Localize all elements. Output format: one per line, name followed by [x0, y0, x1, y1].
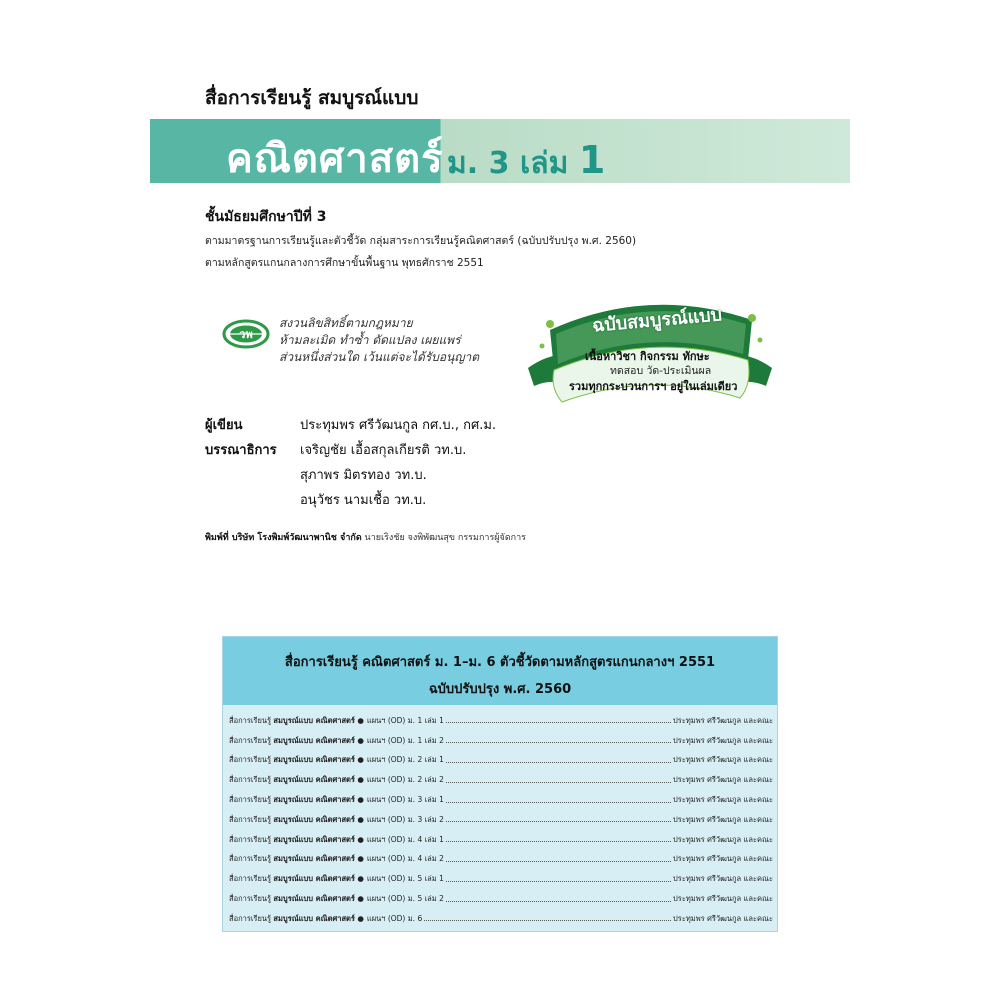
- editor-name: สุภาพร มิตรทอง วท.บ.: [300, 468, 427, 483]
- catalog-box: [222, 636, 778, 932]
- catalog-row-prefix: สื่อการเรียนรู้: [229, 775, 272, 785]
- catalog-row: [229, 711, 773, 731]
- catalog-row-bullet: ●: [357, 913, 364, 923]
- catalog-header: [223, 637, 777, 705]
- title-volume-number: 1: [578, 138, 606, 182]
- catalog-row-item: แผนฯ (OD) ม. 2 เล่ม 1: [366, 755, 444, 765]
- title-grade: ม. 3: [447, 146, 510, 181]
- catalog-row-leader: [446, 742, 671, 743]
- book-grade-volume: [447, 138, 605, 187]
- author-name: ประทุมพร ศรีวัฒนกูล กศ.บ., กศ.ม.: [300, 418, 497, 433]
- catalog-row-series: สมบูรณ์แบบ คณิตศาสตร์: [273, 755, 355, 765]
- catalog-row-lead: [229, 814, 364, 826]
- catalog-row-leader: [446, 901, 671, 902]
- catalog-row: [229, 810, 773, 830]
- catalog-row-author: ประทุมพร ศรีวัฒนกูล และคณะ: [673, 913, 773, 923]
- catalog-row-author: ประทุมพร ศรีวัฒนกูล และคณะ: [673, 735, 773, 745]
- catalog-row-bullet: ●: [357, 775, 364, 785]
- catalog-row: [229, 751, 773, 771]
- catalog-row-bullet: ●: [357, 755, 364, 765]
- catalog-row-lead: [229, 853, 364, 865]
- catalog-row-prefix: สื่อการเรียนรู้: [229, 814, 272, 824]
- catalog-row-series: สมบูรณ์แบบ คณิตศาสตร์: [273, 775, 355, 785]
- catalog-row-prefix: สื่อการเรียนรู้: [229, 913, 272, 923]
- catalog-row-author: ประทุมพร ศรีวัฒนกูล และคณะ: [673, 715, 773, 725]
- catalog-row-author: ประทุมพร ศรีวัฒนกูล และคณะ: [673, 854, 773, 864]
- catalog-row-leader: [446, 861, 671, 862]
- catalog-row-bullet: ●: [357, 834, 364, 844]
- catalog-row-bullet: ●: [357, 894, 364, 904]
- catalog-row-item: แผนฯ (OD) ม. 5 เล่ม 1: [366, 874, 444, 884]
- catalog-row-series: สมบูรณ์แบบ คณิตศาสตร์: [273, 913, 355, 923]
- badge-line-2: ทดสอบ วัด-ประเมินผล: [610, 365, 712, 377]
- author-role: ผู้เขียน: [205, 418, 243, 433]
- catalog-row-series: สมบูรณ์แบบ คณิตศาสตร์: [273, 874, 355, 884]
- catalog-row-prefix: สื่อการเรียนรู้: [229, 715, 272, 725]
- badge-title: ฉบับสมบูรณ์แบบ: [591, 304, 723, 337]
- catalog-row-item: แผนฯ (OD) ม. 3 เล่ม 1: [366, 795, 444, 805]
- catalog-row-lead: [229, 873, 364, 885]
- catalog-row-series: สมบูรณ์แบบ คณิตศาสตร์: [273, 795, 355, 805]
- catalog-row-author: ประทุมพร ศรีวัฒนกูล และคณะ: [673, 834, 773, 844]
- printer-person: นายเริงชัย จงพิพัฒนสุข กรรมการผู้จัดการ: [364, 533, 527, 543]
- catalog-row-bullet: ●: [357, 715, 364, 725]
- catalog-row: [229, 731, 773, 751]
- catalog-row-lead: [229, 794, 364, 806]
- catalog-row-author: ประทุมพร ศรีวัฒนกูล และคณะ: [673, 874, 773, 884]
- publisher-logo-icon: [222, 319, 270, 349]
- catalog-heading-2: ฉบับปรับปรุง พ.ศ. 2560: [428, 682, 572, 697]
- catalog-row-leader: [446, 802, 671, 803]
- catalog-row-bullet: ●: [357, 854, 364, 864]
- catalog-row-item: แผนฯ (OD) ม. 5 เล่ม 2: [366, 894, 444, 904]
- catalog-row: [229, 790, 773, 810]
- catalog-row-series: สมบูรณ์แบบ คณิตศาสตร์: [273, 814, 355, 824]
- catalog-row-item: แผนฯ (OD) ม. 1 เล่ม 1: [366, 715, 444, 725]
- standard-line-1: ตามมาตรฐานการเรียนรู้และตัวชี้วัด กลุ่มสาระการเรียนรู้คณิตศาสตร์ (ฉบับปรับปรุง พ.ศ. 2560): [205, 235, 637, 247]
- catalog-row-lead: [229, 913, 364, 925]
- catalog-row-lead: [229, 834, 364, 846]
- editor-role: บรรณาธิการ: [205, 443, 277, 458]
- catalog-row-item: แผนฯ (OD) ม. 3 เล่ม 2: [366, 814, 444, 824]
- catalog-row-prefix: สื่อการเรียนรู้: [229, 735, 272, 745]
- catalog-row-series: สมบูรณ์แบบ คณิตศาสตร์: [273, 715, 355, 725]
- copyright-line-2: ห้ามละเมิด ทำซ้ำ ดัดแปลง เผยแพร่: [279, 333, 461, 347]
- catalog-row-item: แผนฯ (OD) ม. 4 เล่ม 2: [366, 854, 444, 864]
- catalog-row-leader: [446, 782, 671, 783]
- standard-line-2: ตามหลักสูตรแกนกลางการศึกษาขั้นพื้นฐาน พุทธศักราช 2551: [205, 257, 484, 269]
- copyright-line-3: ส่วนหนึ่งส่วนใด เว้นแต่จะได้รับอนุญาต: [279, 350, 480, 364]
- catalog-row-leader: [446, 881, 671, 882]
- copyright-line-1: สงวนลิขสิทธิ์ตามกฎหมาย: [279, 316, 413, 330]
- catalog-row-prefix: สื่อการเรียนรู้: [229, 874, 272, 884]
- badge-line-3: รวมทุกกระบวนการฯ อยู่ในเล่มเดียว: [569, 380, 738, 393]
- catalog-row: [229, 830, 773, 850]
- catalog-row-author: ประทุมพร ศรีวัฒนกูล และคณะ: [673, 755, 773, 765]
- catalog-row: [229, 869, 773, 889]
- catalog-row: [229, 770, 773, 790]
- catalog-row-prefix: สื่อการเรียนรู้: [229, 834, 272, 844]
- catalog-row-lead: [229, 754, 364, 766]
- catalog-row-leader: [446, 841, 671, 842]
- catalog-row-series: สมบูรณ์แบบ คณิตศาสตร์: [273, 735, 355, 745]
- catalog-row-item: แผนฯ (OD) ม. 2 เล่ม 2: [366, 775, 444, 785]
- publisher-logo-text: วพ: [239, 328, 253, 341]
- catalog-list: [229, 711, 773, 929]
- catalog-row-bullet: ●: [357, 735, 364, 745]
- catalog-row-bullet: ●: [357, 874, 364, 884]
- catalog-row-author: ประทุมพร ศรีวัฒนกูล และคณะ: [673, 814, 773, 824]
- catalog-row-item: แผนฯ (OD) ม. 6: [366, 913, 423, 923]
- catalog-row: [229, 909, 773, 929]
- catalog-row-bullet: ●: [357, 814, 364, 824]
- catalog-row-item: แผนฯ (OD) ม. 4 เล่ม 1: [366, 834, 444, 844]
- catalog-row-prefix: สื่อการเรียนรู้: [229, 854, 272, 864]
- editor-name: อนุวัชร นามเชื้อ วท.บ.: [300, 493, 427, 508]
- printer-info: [205, 530, 526, 544]
- catalog-heading-1: สื่อการเรียนรู้ คณิตศาสตร์ ม. 1–ม. 6 ตัวชี้วัดตามหลักสูตรแกนกลางฯ 2551: [284, 655, 716, 670]
- book-title: คณิตศาสตร์: [226, 136, 444, 182]
- catalog-row-author: ประทุมพร ศรีวัฒนกูล และคณะ: [673, 775, 773, 785]
- catalog-row-lead: [229, 735, 364, 747]
- grade-level: ชั้นมัธยมศึกษาปีที่ 3: [205, 209, 327, 225]
- catalog-row-lead: [229, 893, 364, 905]
- catalog-row-prefix: สื่อการเรียนรู้: [229, 795, 272, 805]
- printer-company: พิมพ์ที่ บริษัท โรงพิมพ์วัฒนาพานิช จำกัด: [205, 533, 362, 543]
- catalog-row-leader: [446, 722, 671, 723]
- catalog-row: [229, 850, 773, 870]
- catalog-row-leader: [424, 920, 671, 921]
- catalog-row-lead: [229, 715, 364, 727]
- catalog-row-prefix: สื่อการเรียนรู้: [229, 894, 272, 904]
- catalog-row-series: สมบูรณ์แบบ คณิตศาสตร์: [273, 894, 355, 904]
- copyright-notice: [279, 315, 479, 366]
- catalog-row-author: ประทุมพร ศรีวัฒนกูล และคณะ: [673, 795, 773, 805]
- editor-name: เจริญชัย เอื้อสกุลเกียรติ วท.บ.: [300, 443, 467, 458]
- catalog-row: [229, 889, 773, 909]
- catalog-row-lead: [229, 774, 364, 786]
- badge-line-1: เนื้อหาวิชา กิจกรรม ทักษะ: [585, 350, 710, 363]
- title-volume-word: เล่ม: [519, 146, 569, 181]
- catalog-row-leader: [446, 821, 671, 822]
- catalog-row-item: แผนฯ (OD) ม. 1 เล่ม 2: [366, 735, 444, 745]
- series-label: สื่อการเรียนรู้ สมบูรณ์แบบ: [205, 87, 419, 109]
- catalog-row-series: สมบูรณ์แบบ คณิตศาสตร์: [273, 834, 355, 844]
- catalog-row-leader: [446, 762, 671, 763]
- catalog-row-author: ประทุมพร ศรีวัฒนกูล และคณะ: [673, 894, 773, 904]
- catalog-row-prefix: สื่อการเรียนรู้: [229, 755, 272, 765]
- catalog-row-bullet: ●: [357, 795, 364, 805]
- catalog-row-series: สมบูรณ์แบบ คณิตศาสตร์: [273, 854, 355, 864]
